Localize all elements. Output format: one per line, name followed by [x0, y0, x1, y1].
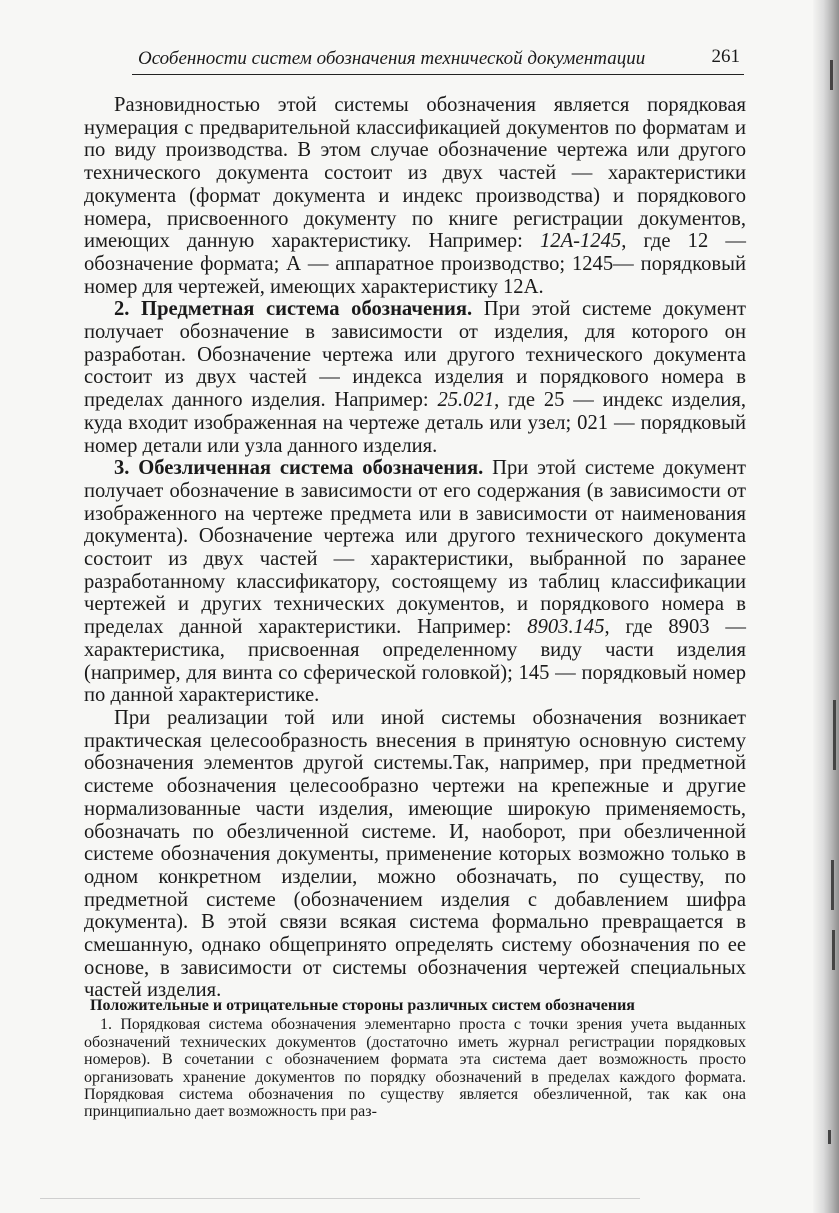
paragraph-1-text: Разновидностью этой системы обозначения является порядковая нумерация с предварительной классификацией документов по форматам и по виду производства. В этом случае обозначение чертежа или другого технического документа состоит из двух частей — характеристики документа (формат документа и индекс производства) и порядкового номера, присвоенного документу по книге регистрации документов, имеющих данную характеристику. Например:	[84, 94, 746, 253]
running-title: Особенности систем обозначения технической документации	[138, 48, 646, 69]
example-code: 12А-1245	[539, 230, 622, 253]
paragraph-3-tail: , где 8903 — характеристика, присвоенная определенному виду части изделия (например, для винта со сферической головкой); 145 — порядковый номер по данной характеристике.	[84, 616, 746, 707]
paragraph-1	[84, 94, 746, 298]
main-text	[84, 94, 746, 1002]
paragraph-4: При реализации той или иной системы обозначения возникает практическая целесообразность внесения в принятую основную систему обозначения элементов другой системы.Так, например, при предметной системе обозначения целесообразно чертежи на крепежные и другие нормализованные части изделия, имеющие широкую применяемость, обозначать по обезличенной системе. И, наоборот, при обезличенной системе обозначения документы, применение которых возможно только в одном конкретном изделии, можно обозначать, по существу, по предметной системе (обозначением изделия с добавлением шифра документа). В этой связи всякая система формально превращается в смешанную, однако общепринято определять систему обозначения по ее основе, в зависимости от системы обозначения чертежей специальных частей изделия.	[84, 706, 746, 1002]
page-number: 261	[711, 46, 740, 67]
edge-mark	[833, 700, 836, 770]
scanned-page-edge	[813, 0, 839, 1213]
example-code: 25.021	[437, 389, 495, 412]
edge-mark	[830, 60, 833, 90]
edge-mark	[828, 1130, 831, 1144]
paragraph-1-tail: , где 12 — обозначение формата; А — аппаратное производство; 1245— порядковый номер для чертежей, имеющих характеристику 12А.	[84, 230, 746, 298]
paragraph-3	[84, 457, 746, 707]
example-code: 8903.145	[527, 616, 605, 639]
section-heading-inline: 2. Предметная система обозначения.	[114, 298, 473, 321]
subsection-paragraph-1: 1. Порядковая система обозначения элементарно проста с точки зрения учета выданных обозначений технических документов (достаточно иметь журнал регистрации порядковых номеров). В сочетании с обозначением формата эта система дает возможность просто организовать хранение документов по порядку обозначений в пределах каждого формата. Порядковая система обозначения по существу является обезличенной, так как она принципиально дает возможность при раз-	[84, 1016, 746, 1121]
paragraph-3-text: При этой системе документ получает обозначение в зависимости от его содержания (в зависимости от изображенного на чертеже предмета или в зависимости от наименования документа). Обозначение чертежа или другого технического документа состоит из двух частей — характеристики, выбранной по заранее разработанному классификатору, состоящему из таблиц классификации чертежей и других технических документов, и порядкового номера в пределах данной характеристики. Например:	[84, 457, 746, 639]
paragraph-2	[84, 298, 746, 457]
subsection-heading: Положительные и отрицательные стороны различных систем обозначения	[90, 997, 635, 1014]
bottom-edge-line	[40, 1198, 640, 1199]
running-header	[132, 44, 744, 75]
paragraph-2-tail: , где 25 — индекс изделия, куда входит изображенная на чертеже деталь или узел; 021 — порядковый номер детали или узла данного изделия.	[84, 389, 746, 457]
section-heading-inline: 3. Обезличенная система обозначения.	[114, 457, 484, 480]
edge-mark	[832, 930, 835, 970]
paragraph-2-text: При этой системе документ получает обозначение в зависимости от изделия, для которого он разработан. Обозначение чертежа или другого технического документа состоит из двух частей — индекса изделия и порядкового номера в пределах данного изделия. Например:	[84, 298, 746, 412]
edge-mark	[831, 860, 834, 910]
subsection	[84, 997, 746, 1121]
